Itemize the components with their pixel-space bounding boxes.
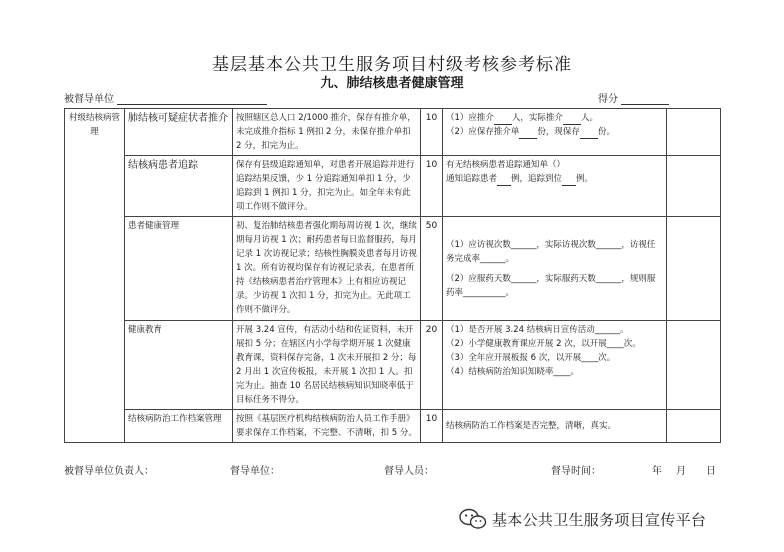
item-cell: 健康教育	[125, 321, 233, 410]
item-cell: 结核病防治工作档案管理	[125, 410, 233, 443]
score-cell: 10	[421, 109, 443, 156]
check-line: （4）结核病防治知识知晓率____。	[446, 367, 579, 377]
supervised-unit-field	[64, 90, 267, 105]
footer-time-label: 督导时间：	[551, 466, 601, 477]
footer-supervisor-unit-label: 督导单位：	[230, 466, 280, 477]
score-cell: 10	[421, 156, 443, 217]
remark-cell	[667, 109, 721, 156]
remark-cell	[667, 217, 721, 321]
check-line: 通知追踪患者 例，追踪到位 例。	[446, 174, 594, 184]
table-row	[65, 109, 721, 156]
item-cell: 结核病患者追踪	[125, 156, 233, 217]
standard-cell: 按照《基层医疗机构结核病防治人员工作手册》要求保存工作档案，不完整、不清晰，扣 5 分。	[233, 410, 421, 443]
standard-cell: 保存有县级追踪通知单，对患者开展追踪并进行追踪结果反馈，少 1 分追踪通知单扣 1 分，少追踪到 1 例扣 1 分，扣完为止。如全年未有此项工作则不做评分。	[233, 156, 421, 217]
footer-supervisor-label: 督导人员：	[384, 466, 434, 477]
score-cell: 10	[421, 410, 443, 443]
supervised-unit-label: 被督导单位	[64, 94, 114, 105]
footer-month-label: 月	[676, 466, 686, 477]
remark-cell	[667, 410, 721, 443]
watermark-text: 基本公共卫生服务项目宣传平台	[492, 510, 707, 529]
check-line: 有无结核病患者追踪通知单（）	[446, 160, 566, 170]
remark-cell	[667, 156, 721, 217]
standard-cell: 开展 3.24 宣传，有活动小结和佐证资料，未开展扣 5 分；在辖区内小学每学期开展 1 次健康教育课，资料保存完备，1 次未开展扣 2 分；每 2 月出 1 次宣传板报，未开展 1 次扣 1 人。扣完为止。抽查 10 名居民结核病知识知晓率低于目标任务不得分。	[233, 321, 421, 410]
check-line: （2）应服药天数______，实际服药天数______，规则服药率__________。	[446, 273, 656, 298]
table-row	[65, 410, 721, 443]
document-title: 基层基本公共卫生服务项目村级考核参考标准	[212, 55, 572, 75]
check-line: （1）应访视次数______，实际访视次数______，访视任务完成率______。	[446, 239, 656, 264]
score-field	[598, 90, 669, 105]
item-cell: 患者健康管理	[125, 217, 233, 321]
supervised-unit-blank	[117, 93, 267, 105]
check-line: （1）应推介 人，实际推介 人。	[446, 113, 598, 123]
assessment-table	[64, 108, 721, 443]
check-cell	[443, 156, 667, 217]
table-row	[65, 321, 721, 410]
score-label: 得分	[598, 94, 618, 105]
remark-cell	[667, 321, 721, 410]
standard-cell: 按照辖区总人口 2/1000 推介，保存有推介单，未完成推介指标 1 例扣 2 分，未保存推介单扣 2 分，扣完为止。	[233, 109, 421, 156]
table-row	[65, 156, 721, 217]
wechat-icon	[458, 508, 488, 530]
check-cell	[443, 321, 667, 410]
footer-head-label: 被督导单位负责人：	[64, 466, 154, 477]
check-cell	[443, 217, 667, 321]
footer-day-label: 日	[706, 466, 716, 477]
check-line: （2）小学健康教育课应开展 2 次，以开展____次。	[446, 339, 641, 349]
score-cell: 50	[421, 217, 443, 321]
table-row	[65, 217, 721, 321]
footer-year-label: 年	[652, 466, 662, 477]
check-line: 结核病防治工作档案是否完整，清晰，真实。	[446, 421, 617, 431]
score-blank	[621, 93, 669, 105]
document-subtitle: 九、肺结核患者健康管理	[320, 76, 464, 91]
check-line: （2）应保存推介单 份，现保存 份。	[446, 127, 615, 137]
score-cell: 20	[421, 321, 443, 410]
check-line: （3）全年应开展板报 6 次，以开展____次。	[446, 353, 616, 363]
check-cell	[443, 410, 667, 443]
standard-cell: 初、复治肺结核患者强化期每周访视 1 次，继续期每月访视 1 次；耐药患者每日监督服药，每月记录 1 次访视记录；结核性胸膜炎患者每月访视 1 次。所有访视均保存有访视记录表，在患者所持《结核病患者治疗管理本》上有相应访视记录。少访视 1 次扣 1 分，扣完为止。无此项工作则不做评分。	[233, 217, 421, 321]
check-cell	[443, 109, 667, 156]
watermark	[458, 508, 706, 530]
category-label: 村级结核病管理	[68, 113, 120, 137]
check-line: （1）是否开展 3.24 结核病日宣传活动______。	[446, 325, 629, 335]
category-cell	[65, 109, 125, 443]
item-cell: 肺结核可疑症状者推介	[125, 109, 233, 156]
